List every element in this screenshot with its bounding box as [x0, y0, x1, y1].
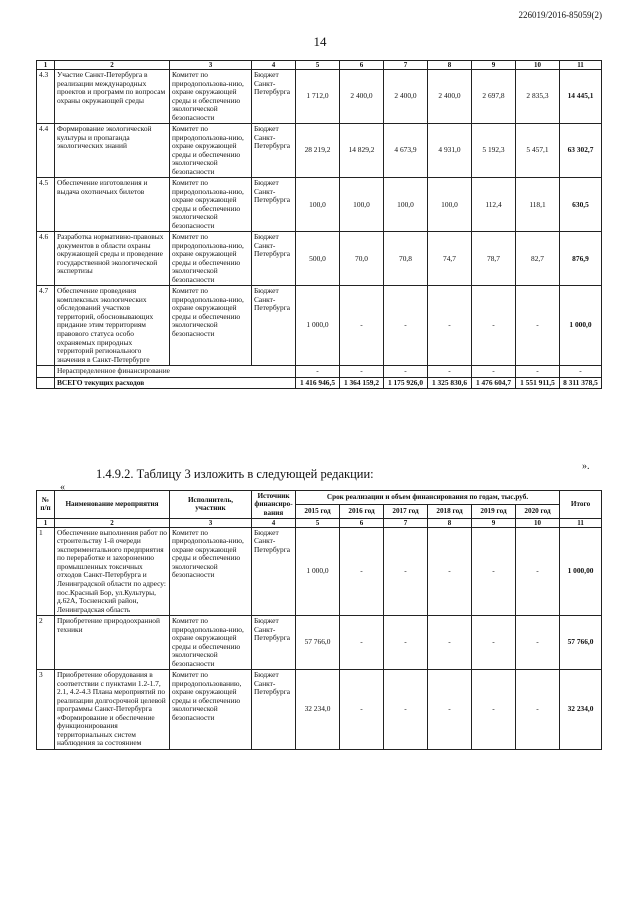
row-number: 4.4	[37, 124, 55, 178]
year-value: -	[384, 527, 428, 615]
row-total: 63 302,7	[560, 124, 602, 178]
year-value: -	[428, 670, 472, 750]
column-number: 8	[428, 61, 472, 70]
year-value: 5 192,3	[472, 124, 516, 178]
header-funding-source: Источник финансиро-вания	[252, 491, 296, 519]
column-number: 9	[472, 61, 516, 70]
year-value: 70,0	[340, 232, 384, 286]
executor: Комитет по природопользова-нию, охране окружающей среды и обеспечению экологической безопасности	[170, 527, 252, 615]
year-value: -	[384, 670, 428, 750]
year-value: -	[340, 366, 384, 378]
year-value: -	[472, 616, 516, 670]
year-value: 78,7	[472, 232, 516, 286]
activity-name: Приобретение оборудования в соответствии с пунктами 1.2-1.7, 2.1, 4.2-4.3 Плана мероприятий по реализации долгосрочной целевой программы Санкт-Петербурга «Формирование и обеспечение функционирования территориальных систем наблюдения за состоянием	[55, 670, 170, 750]
year-value: 100,0	[340, 178, 384, 232]
activity-name: Обеспечение проведения комплексных экологических обследований участков территорий, обосновывающих придание этим территориям правового статуса особо охраняемых природных территорий регионального значения в Санкт-Петербурге	[55, 286, 170, 366]
table-row	[37, 178, 602, 232]
column-number: 3	[170, 61, 252, 70]
activity-name: Разработка нормативно-правовых документов в области охраны окружающей среды и проведение государственной экологической экспертизы	[55, 232, 170, 286]
funding-source: Бюджет Санкт-Петербурга	[252, 286, 296, 366]
funding-source: Бюджет Санкт-Петербурга	[252, 232, 296, 286]
column-number: 7	[384, 61, 428, 70]
year-value: -	[428, 286, 472, 366]
row-number: 4.5	[37, 178, 55, 232]
row-number: 4.6	[37, 232, 55, 286]
row-number: 1	[37, 527, 55, 615]
header-year: 2019 год	[472, 504, 516, 518]
year-value: 2 400,0	[384, 70, 428, 124]
grand-total-label: ВСЕГО текущих расходов	[55, 377, 296, 389]
funding-source: Бюджет Санкт-Петербурга	[252, 124, 296, 178]
header-activity-name: Наименование мероприятия	[55, 491, 170, 519]
row-total: 32 234,0	[560, 670, 602, 750]
column-number: 6	[340, 518, 384, 527]
funding-source: Бюджет Санкт-Петербурга	[252, 527, 296, 615]
year-value: 4 673,9	[384, 124, 428, 178]
row-number: 4.7	[37, 286, 55, 366]
header-year: 2018 год	[428, 504, 472, 518]
unallocated-row	[37, 366, 602, 378]
year-value: -	[340, 527, 384, 615]
year-total: 1 364 159,2	[340, 377, 384, 389]
year-value: 28 219,2	[296, 124, 340, 178]
year-value: 1 000,0	[296, 527, 340, 615]
activity-name: Обеспечение выполнения работ по строительству 1-й очереди экспериментального предприятия по переработке и захоронению промышленных токсичных отходов Санкт-Петербурга и Ленинградской области по адресу: пос.Красный Бор, ул.Культуры, д.62А, Тосненский район, Ленинградская область	[55, 527, 170, 615]
year-value: -	[472, 527, 516, 615]
year-value: 100,0	[428, 178, 472, 232]
year-value: -	[472, 670, 516, 750]
empty-cell	[37, 377, 55, 389]
funding-source: Бюджет Санкт-Петербурга	[252, 616, 296, 670]
year-value: -	[428, 527, 472, 615]
table-row	[37, 286, 602, 366]
year-value: 2 400,0	[428, 70, 472, 124]
table-row	[37, 527, 602, 615]
year-total: 1 551 911,5	[516, 377, 560, 389]
header-year: 2017 год	[384, 504, 428, 518]
year-value: 112,4	[472, 178, 516, 232]
activity-name: Приобретение природоохранной техники	[55, 616, 170, 670]
closing-quote-mark: ».	[582, 461, 590, 472]
column-number: 2	[55, 518, 170, 527]
year-value: -	[516, 366, 560, 378]
column-number: 4	[252, 518, 296, 527]
column-number: 3	[170, 518, 252, 527]
year-value: 57 766,0	[296, 616, 340, 670]
row-number: 4.3	[37, 70, 55, 124]
row-total: -	[560, 366, 602, 378]
year-value: -	[516, 670, 560, 750]
year-value: -	[384, 366, 428, 378]
continued-activities-table	[36, 60, 602, 389]
year-value: 32 234,0	[296, 670, 340, 750]
year-value: -	[516, 286, 560, 366]
column-number: 10	[516, 518, 560, 527]
row-number: 2	[37, 616, 55, 670]
executor: Комитет по природопользованию, охране окружающей среды и обеспечению экологической безопасности	[170, 670, 252, 750]
year-total: 1 175 926,0	[384, 377, 428, 389]
column-number-row	[37, 518, 602, 527]
year-value: -	[340, 286, 384, 366]
year-value: 1 712,0	[296, 70, 340, 124]
year-value: 4 931,0	[428, 124, 472, 178]
header-number: № п/п	[37, 491, 55, 519]
activity-name: Участие Санкт-Петербурга в реализации международных проектов и программ по вопросам охраны окружающей среды	[55, 70, 170, 124]
header-executor: Исполнитель, участник	[170, 491, 252, 519]
header-period-and-funding: Срок реализации и объем финансирования по годам, тыс.руб.	[296, 491, 560, 505]
activity-name: Формирование экологической культуры и пропаганда экологических знаний	[55, 124, 170, 178]
executor: Комитет по природопользова-нию, охране окружающей среды и обеспечению экологической безопасности	[170, 616, 252, 670]
page-number: 14	[313, 34, 327, 49]
year-value: -	[472, 286, 516, 366]
year-value: 70,8	[384, 232, 428, 286]
table-row	[37, 670, 602, 750]
column-number: 10	[516, 61, 560, 70]
year-total: 1 476 604,7	[472, 377, 516, 389]
year-value: 2 835,3	[516, 70, 560, 124]
header-year: 2016 год	[340, 504, 384, 518]
column-number: 6	[340, 61, 384, 70]
year-value: 2 400,0	[340, 70, 384, 124]
table-3-revised	[36, 490, 602, 750]
column-number: 9	[472, 518, 516, 527]
year-value: -	[384, 616, 428, 670]
empty-cell	[37, 366, 55, 378]
table-row	[37, 70, 602, 124]
year-value: -	[516, 616, 560, 670]
year-value: -	[428, 616, 472, 670]
column-number: 11	[560, 61, 602, 70]
funding-source: Бюджет Санкт-Петербурга	[252, 178, 296, 232]
row-number: 3	[37, 670, 55, 750]
column-number: 5	[296, 61, 340, 70]
funding-source: Бюджет Санкт-Петербурга	[252, 70, 296, 124]
column-number: 11	[560, 518, 602, 527]
year-value: 100,0	[384, 178, 428, 232]
executor: Комитет по природопользова-нию, охране окружающей среды и обеспечению экологической безопасности	[170, 286, 252, 366]
column-number: 1	[37, 61, 55, 70]
section-heading: 1.4.9.2. Таблицу 3 изложить в следующей редакции:	[96, 467, 374, 481]
row-total: 14 445,1	[560, 70, 602, 124]
document-registration-number: 226019/2016-85059(2)	[518, 10, 602, 20]
grand-total: 8 311 378,5	[560, 377, 602, 389]
table-row	[37, 124, 602, 178]
column-number: 8	[428, 518, 472, 527]
year-value: 500,0	[296, 232, 340, 286]
year-value: -	[472, 366, 516, 378]
year-value: 118,1	[516, 178, 560, 232]
executor: Комитет по природопользова-нию, охране окружающей среды и обеспечению экологической безопасности	[170, 232, 252, 286]
row-total: 57 766,0	[560, 616, 602, 670]
column-number: 7	[384, 518, 428, 527]
unallocated-label: Нераспределенное финансирование	[55, 366, 296, 378]
year-value: -	[384, 286, 428, 366]
year-value: 100,0	[296, 178, 340, 232]
year-value: 82,7	[516, 232, 560, 286]
year-value: 14 829,2	[340, 124, 384, 178]
year-total: 1 416 946,5	[296, 377, 340, 389]
row-total: 876,9	[560, 232, 602, 286]
executor: Комитет по природопользова-нию, охране окружающей среды и обеспечению экологической безопасности	[170, 70, 252, 124]
executor: Комитет по природопользова-нию, охране окружающей среды и обеспечению экологической безопасности	[170, 124, 252, 178]
header-year: 2020 год	[516, 504, 560, 518]
year-value: 1 000,0	[296, 286, 340, 366]
year-value: 5 457,1	[516, 124, 560, 178]
column-number: 1	[37, 518, 55, 527]
funding-source: Бюджет Санкт-Петербурга	[252, 670, 296, 750]
column-number-row	[37, 61, 602, 70]
table-row	[37, 616, 602, 670]
column-number: 5	[296, 518, 340, 527]
year-value: -	[340, 616, 384, 670]
year-value: -	[516, 527, 560, 615]
year-value: -	[296, 366, 340, 378]
column-number: 2	[55, 61, 170, 70]
grand-total-row	[37, 377, 602, 389]
column-number: 4	[252, 61, 296, 70]
row-total: 1 000,00	[560, 527, 602, 615]
header-total: Итого	[560, 491, 602, 519]
year-value: 2 697,8	[472, 70, 516, 124]
row-total: 630,5	[560, 178, 602, 232]
row-total: 1 000,0	[560, 286, 602, 366]
year-value: -	[428, 366, 472, 378]
executor: Комитет по природопользова-нию, охране окружающей среды и обеспечению экологической безопасности	[170, 178, 252, 232]
table-row	[37, 232, 602, 286]
year-total: 1 325 830,6	[428, 377, 472, 389]
opening-quote-mark: «	[60, 482, 65, 493]
year-value: -	[340, 670, 384, 750]
activity-name: Обеспечение изготовления и выдача охотничьих билетов	[55, 178, 170, 232]
year-value: 74,7	[428, 232, 472, 286]
header-year: 2015 год	[296, 504, 340, 518]
